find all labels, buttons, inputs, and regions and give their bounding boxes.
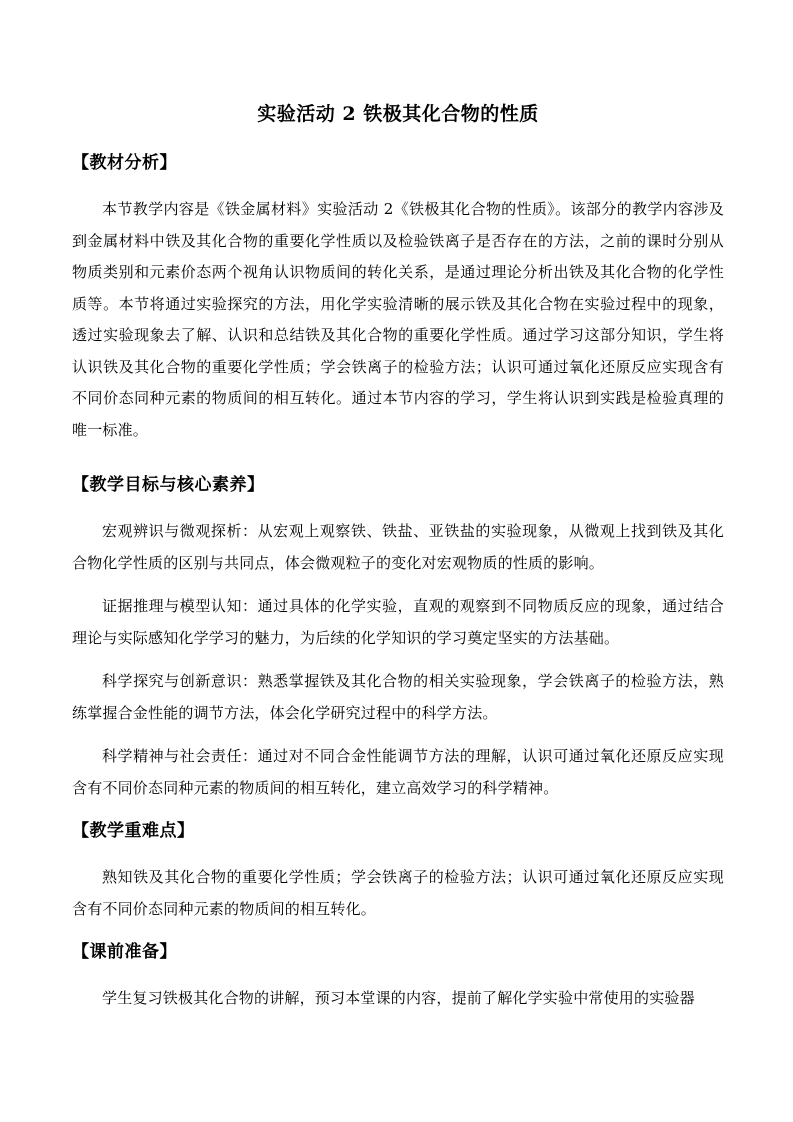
section-heading: 【课前准备】 xyxy=(72,942,177,962)
paragraph: 本节教学内容是《铁金属材料》实验活动 2《铁极其化合物的性质》。该部分的教学内容涉及到金属材料中铁及其化合物的重要化学性质以及检验铁离子是否存在的方法，之前的课时分别从物质类别和元素价态两个视角认识物质间的转化关系，是通过理论分析出铁及其化合物的化学性质等。本节将通过实验探究的方法，用化学实验清晰的展示铁及其化合物在实验过程中的现象，透过实验现象去了解、认识和总结铁及其化合物的重要化学性质。通过学习这部分知识，学生将认识铁及其化合物的重要化学性质；学会铁离子的检验方法；认识可通过氧化还原反应实现含有不同价态同种元素的物质间的相互转化。通过本节内容的学习，学生将认识到实践是检验真理的唯一标准。 xyxy=(72,200,724,439)
document-title: 实验活动 2 铁极其化合物的性质 xyxy=(257,103,539,125)
section-key-difficulties xyxy=(72,818,724,925)
paragraph: 宏观辨识与微观探析：从宏观上观察铁、铁盐、亚铁盐的实验现象，从微观上找到铁及其化合物化学性质的区别与共同点，体会微观粒子的变化对宏观物质的性质的影响。 xyxy=(72,522,724,572)
section-teaching-goals xyxy=(72,472,724,804)
paragraph: 证据推理与模型认知：通过具体的化学实验，直观的观察到不同物质反应的现象，通过结合理论与实际感知化学学习的魅力，为后续的化学知识的学习奠定坚实的方法基础。 xyxy=(72,597,724,647)
document-page xyxy=(72,100,724,1029)
paragraph: 熟知铁及其化合物的重要化学性质；学会铁离子的检验方法；认识可通过氧化还原反应实现含有不同价态同种元素的物质间的相互转化。 xyxy=(72,868,724,918)
section-heading: 【教学目标与核心素养】 xyxy=(72,475,265,495)
section-textbook-analysis xyxy=(72,150,724,446)
section-preparation xyxy=(72,939,724,1015)
paragraph: 学生复习铁极其化合物的讲解，预习本堂课的内容，提前了解化学实验中常使用的实验器 xyxy=(102,989,695,1007)
section-heading: 【教材分析】 xyxy=(72,153,177,173)
paragraph: 科学探究与创新意识：熟悉掌握铁及其化合物的相关实验现象，学会铁离子的检验方法，熟练掌握合金性能的调节方法，体会化学研究过程中的科学方法。 xyxy=(72,672,724,722)
section-heading: 【教学重难点】 xyxy=(72,821,195,841)
paragraph: 科学精神与社会责任：通过对不同合金性能调节方法的理解，认识可通过氧化还原反应实现含有不同价态同种元素的物质间的相互转化，建立高效学习的科学精神。 xyxy=(72,747,724,797)
